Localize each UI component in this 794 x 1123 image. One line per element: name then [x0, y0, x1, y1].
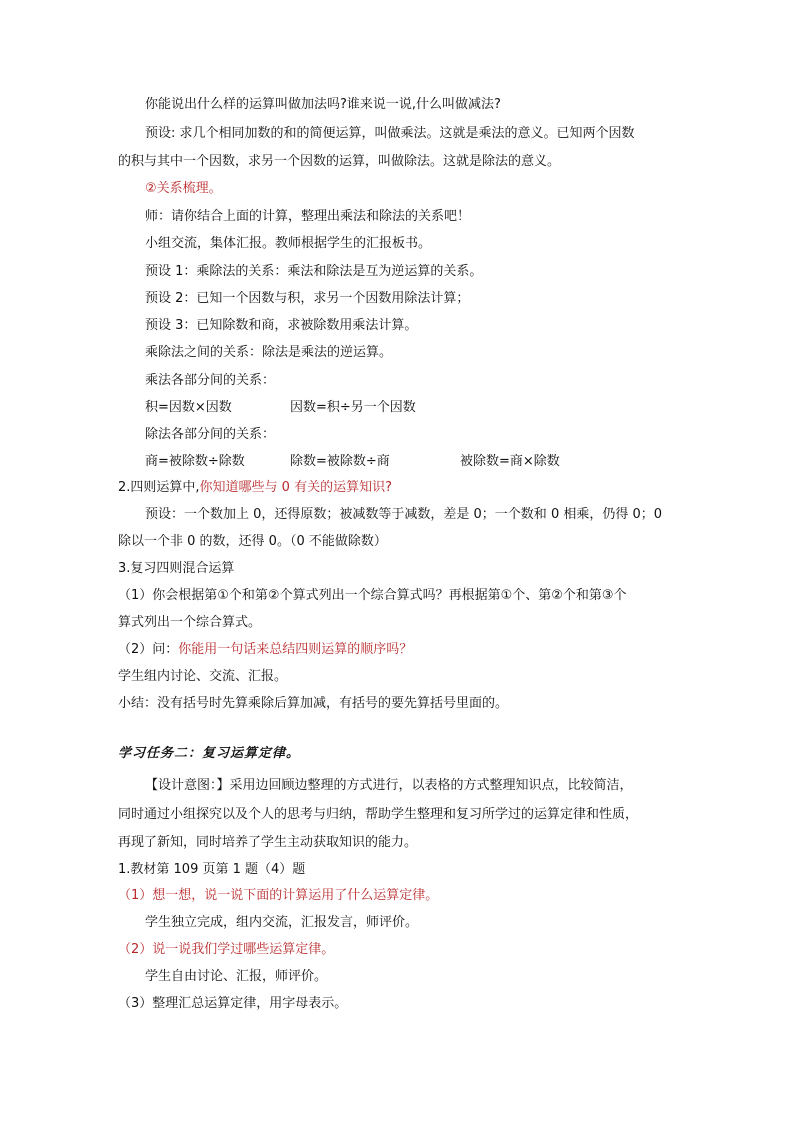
- zero-preset-line2: 除以一个非 0 的数，还得 0。（0 不能做除数）: [118, 534, 387, 549]
- textbook-reference: 1.教材第 109 页第 1 题（4）题: [118, 862, 306, 877]
- design-intent-line2: 同时通过小组探究以及个人的思考与归纳，帮助学生整理和复习所学过的运算定律和性质，: [118, 807, 639, 822]
- task-2-title: 学习任务二：复习运算定律。: [118, 746, 301, 761]
- question-3-heading: 3.复习四则混合运算: [118, 561, 235, 576]
- task-item-2-answer: 学生自由讨论、汇报，师评价。: [145, 969, 328, 984]
- formula-dividend: 被除数=商×除数: [460, 454, 560, 469]
- teacher-prompt: 师：请你结合上面的计算，整理出乘法和除法的关系吧！: [145, 209, 471, 224]
- preset-2: 预设 2：已知一个因数与积，求另一个因数用除法计算；: [145, 291, 470, 306]
- question-3-2-prefix: （2）问：: [118, 642, 179, 657]
- preset-3: 预设 3：已知除数和商，求被除数用乘法计算。: [145, 318, 418, 333]
- question-3-1-line2: 算式列出一个综合算式。: [118, 615, 262, 630]
- design-intent-line3: 再现了新知，同时培养了学生主动获取知识的能力。: [118, 835, 418, 850]
- student-discussion: 学生组内讨论、交流、汇报。: [118, 669, 288, 684]
- zero-preset-line1: 预设：一个数加上 0，还得原数；被减数等于减数，差是 0；一个数和 0 相乘，仍得 0；0: [145, 507, 663, 522]
- question-2-highlight: 你知道哪些与 0 有关的运算知识?: [199, 480, 392, 495]
- preset-multiplication-meaning: 预设: 求几个相同加数的和的简便运算，叫做乘法。这就是乘法的意义。已知两个因数: [145, 126, 635, 141]
- summary: 小结：没有括号时先算乘除后算加减，有括号的要先算括号里面的。: [118, 696, 509, 711]
- formula-factor: 因数=积÷另一个因数: [290, 400, 416, 415]
- multiplication-parts-heading: 乘法各部分间的关系：: [145, 373, 276, 388]
- formula-quotient: 商=被除数÷除数: [145, 454, 245, 469]
- question-3-2-highlight: 你能用一句话来总结四则运算的顺序吗？: [178, 642, 413, 657]
- question-addition-subtraction: 你能说出什么样的运算叫做加法吗?谁来说一说,什么叫做减法?: [145, 97, 501, 112]
- formula-divisor: 除数=被除数÷商: [290, 454, 390, 469]
- preset-division-meaning: 的积与其中一个因数，求另一个因数的运算，叫做除法。这就是除法的意义。: [118, 154, 561, 169]
- formula-product: 积=因数×因数: [145, 400, 232, 415]
- design-intent-line1: 【设计意图：】采用边回顾边整理的方式进行，以表格的方式整理知识点，比较简洁，: [145, 778, 633, 793]
- preset-1: 预设 1：乘除法的关系：乘法和除法是互为逆运算的关系。: [145, 264, 483, 279]
- task-item-1-answer: 学生独立完成，组内交流，汇报发言，师评价。: [145, 915, 419, 930]
- question-2: [118, 480, 392, 496]
- division-parts-heading: 除法各部分间的关系：: [145, 427, 276, 442]
- task-item-2: （2）说一说我们学过哪些运算定律。: [118, 942, 335, 957]
- relationship-heading: ②关系梳理。: [145, 181, 222, 196]
- task-item-3: （3）整理汇总运算定律，用字母表示。: [118, 996, 348, 1011]
- group-report: 小组交流，集体汇报。教师根据学生的汇报板书。: [145, 236, 432, 251]
- question-3-2: [118, 642, 412, 658]
- question-2-prefix: 2.四则运算中,: [118, 480, 200, 495]
- question-3-1-line1: （1）你会根据第①个和第②个算式列出一个综合算式吗？再根据第①个、第②个和第③个: [118, 588, 627, 603]
- task-item-1: （1）想一想，说一说下面的计算运用了什么运算定律。: [118, 888, 439, 903]
- inverse-relation: 乘除法之间的关系：除法是乘法的逆运算。: [145, 345, 393, 360]
